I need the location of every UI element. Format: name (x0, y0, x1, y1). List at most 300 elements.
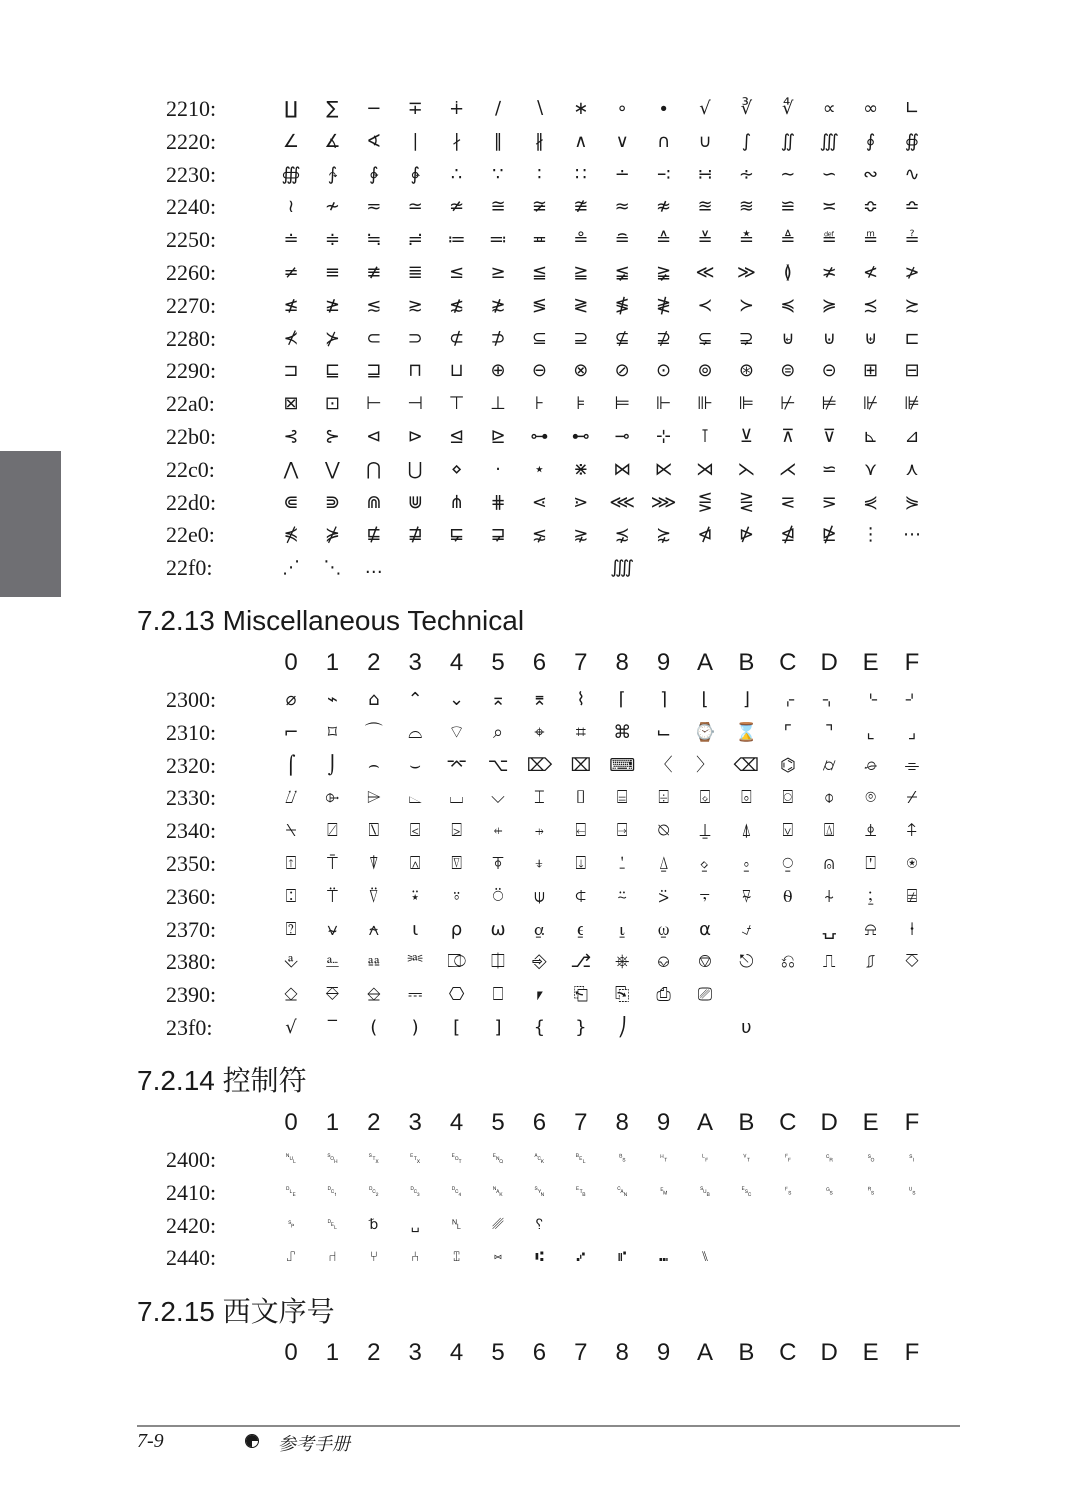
glyph-cell: ⌝ (824, 721, 834, 743)
glyph-cell: ⍋ (740, 820, 752, 842)
glyph-cell: ≈ (614, 196, 630, 218)
glyph-cell: ≮ (863, 262, 879, 283)
glyph-cell: ⌇ (576, 689, 586, 710)
glyph-cell: ⌼ (782, 787, 794, 809)
glyph-cell: ⊤ (448, 393, 465, 415)
glyph-cell: ⊏ (904, 327, 920, 349)
column-header: A (696, 1109, 713, 1136)
glyph-cell: ⍠ (285, 885, 297, 907)
glyph-cell: ⌳ (408, 787, 423, 809)
glyph-cell: ⎒ (366, 984, 381, 1006)
glyph-cell: ⊸ (614, 426, 630, 447)
glyph-cell: ∵ (492, 163, 504, 185)
glyph-cell: ∑ (326, 98, 339, 119)
glyph-cell: ≿ (904, 294, 920, 316)
glyph-cell: ⊎ (864, 327, 878, 349)
column-header: E (862, 649, 879, 676)
column-header: 7 (574, 649, 588, 676)
glyph-cell: ∽ (821, 163, 837, 185)
glyph-cell: ≊ (697, 196, 713, 218)
glyph-cell: ␠ (285, 1216, 297, 1233)
column-header: 5 (491, 1109, 505, 1136)
glyph-cell: ␑ (326, 1183, 338, 1200)
glyph-cell: ⍞ (865, 853, 876, 874)
glyph-cell: ⊋ (738, 327, 754, 349)
glyph-cell: ⍜ (782, 853, 794, 874)
glyph-cell: ⋉ (654, 458, 673, 480)
glyph-cell: ⊢ (365, 393, 382, 415)
glyph-cell: ⍆ (533, 820, 545, 842)
glyph-cell: ≝ (821, 229, 837, 251)
glyph-cell: ⋕ (490, 491, 506, 513)
glyph-cell: ⊌ (781, 327, 795, 349)
glyph-cell: ≄ (449, 196, 465, 218)
glyph-cell: ⊿ (904, 426, 920, 447)
glyph-cell: ∪ (698, 130, 712, 152)
glyph-cell: ⋚ (697, 491, 713, 513)
glyph-cell: ⍨ (616, 885, 628, 907)
glyph-cell: ≺ (697, 294, 713, 316)
glyph-cell: ⑁ (328, 1249, 337, 1266)
column-header: 7 (574, 1109, 588, 1136)
glyph-cell: ⊺ (700, 426, 710, 447)
glyph-cell: ⋎ (864, 458, 878, 480)
glyph-cell: ⊕ (490, 360, 506, 382)
glyph-cell: ⌰ (285, 787, 297, 809)
glyph-cell: ⍒ (368, 853, 380, 874)
glyph-cell: ≬ (783, 262, 792, 283)
glyph-cell: ⌑ (327, 721, 338, 743)
glyph-cell: ⍔ (451, 853, 462, 874)
glyph-cell: ⍉ (658, 820, 669, 842)
glyph-cell: ⍝ (823, 853, 835, 874)
glyph-cell: ⊗ (573, 360, 589, 382)
glyph-cell: ⊳ (407, 426, 423, 447)
glyph-cell: ∾ (863, 163, 879, 185)
glyph-cell: ∴ (450, 163, 463, 185)
glyph-cell: ≕ (489, 229, 507, 251)
glyph-cell: ⊦ (534, 393, 545, 415)
glyph-cell: ⍦ (533, 885, 545, 907)
glyph-cell: ∩ (657, 130, 671, 152)
glyph-cell: ␀ (285, 1151, 297, 1167)
glyph-cell: ≒ (366, 229, 382, 251)
glyph-cell: ⌟ (907, 721, 917, 743)
glyph-cell: 〉 (696, 754, 714, 776)
glyph-cell: ∨ (615, 130, 629, 152)
glyph-cell: ⍾ (864, 918, 877, 940)
glyph-cell: ≎ (863, 196, 879, 218)
glyph-cell: ⊵ (490, 426, 506, 447)
glyph-cell: ⌻ (740, 787, 752, 809)
column-header: 1 (325, 1339, 340, 1366)
glyph-cell: ≨ (614, 262, 630, 283)
column-header: B (738, 1109, 755, 1136)
glyph-cell: ⍪ (699, 885, 711, 907)
glyph-cell: ␄ (451, 1151, 463, 1167)
glyph-cell: ⎉ (656, 951, 671, 973)
glyph-cell: ␤ (450, 1216, 463, 1233)
glyph-cell: ⍮ (865, 885, 876, 907)
glyph-cell: ⎁ (325, 951, 340, 973)
glyph-cell: ⌯ (904, 754, 920, 776)
row-code-label: 2350: (166, 851, 217, 876)
row-code-label: 2410: (166, 1179, 217, 1205)
glyph-cell: ⌧ (570, 754, 592, 776)
glyph-cell: ⎌ (780, 951, 795, 973)
glyph-cell: ∱ (327, 163, 338, 185)
glyph-cell: ≟ (904, 229, 920, 251)
glyph-cell: ⌡ (327, 754, 338, 776)
glyph-cell: ∥ (493, 130, 503, 152)
glyph-cell: ⋛ (738, 491, 754, 513)
column-header: 0 (284, 649, 298, 676)
glyph-cell: ⍬ (782, 885, 794, 907)
glyph-cell: ⎀ (283, 951, 299, 973)
glyph-cell: ≰ (283, 294, 299, 316)
glyph-cell: ⎄ (447, 951, 467, 973)
glyph-cell: ⊱ (324, 426, 340, 447)
glyph-cell: ⋰ (282, 557, 300, 579)
glyph-cell: ␙ (657, 1183, 670, 1200)
glyph-cell: ⎑ (325, 984, 340, 1006)
row-code-label: 2250: (166, 227, 217, 253)
glyph-cell: ⋀ (283, 458, 299, 480)
glyph-cell: ⎋ (739, 951, 754, 973)
half-circle-icon (245, 1434, 259, 1448)
glyph-cell: − (366, 98, 382, 119)
glyph-cell: ⍣ (409, 885, 421, 907)
glyph-cell: ⑆ (535, 1249, 544, 1266)
glyph-cell: ⊇ (573, 327, 589, 349)
glyph-cell: ≭ (821, 262, 837, 283)
glyph-cell: ≻ (738, 294, 754, 316)
glyph-cell: ≳ (407, 294, 423, 316)
glyph-cell: ␋ (740, 1151, 752, 1167)
glyph-cell: ␎ (864, 1151, 877, 1167)
glyph-cell: ⋄ (450, 458, 463, 480)
glyph-cell: ≉ (656, 196, 672, 218)
glyph-cell: ⍁ (326, 820, 338, 842)
glyph-cell: ⋍ (821, 458, 837, 480)
glyph-cell: ≼ (780, 294, 796, 316)
glyph-cell: ⋗ (573, 491, 589, 513)
glyph-cell: ⎘ (614, 984, 630, 1006)
glyph-cell: ␁ (326, 1151, 338, 1167)
glyph-cell: ≆ (531, 196, 547, 218)
glyph-cell: ⑃ (410, 1249, 420, 1266)
glyph-cell: ⊖ (531, 360, 547, 382)
glyph-cell: ␕ (492, 1183, 504, 1200)
glyph-cell: ␓ (409, 1183, 421, 1200)
glyph-cell: ⌔ (448, 721, 466, 743)
glyph-cell: ⌗ (575, 721, 586, 743)
glyph-cell: ⌆ (531, 689, 547, 710)
glyph-cell: ⌴ (449, 787, 464, 809)
glyph-cell: ␍ (823, 1151, 835, 1167)
glyph-cell: ∶ (537, 163, 542, 185)
footer-page-number: 7-9 (137, 1430, 164, 1452)
glyph-cell: ⌛ (735, 721, 758, 743)
glyph-cell: ⌞ (866, 721, 875, 743)
glyph-cell: ≽ (821, 294, 837, 316)
glyph-cell: ∺ (697, 163, 713, 185)
column-header: 6 (532, 649, 547, 676)
glyph-cell: ⍎ (865, 820, 876, 842)
glyph-cell: ∓ (407, 98, 423, 119)
glyph-cell: ⋯ (903, 524, 921, 546)
glyph-cell: ≶ (531, 294, 547, 316)
glyph-cell: ⋜ (780, 491, 796, 513)
glyph-cell: ⍢ (368, 885, 380, 907)
glyph-cell: ≸ (614, 294, 630, 316)
glyph-cell: ⍭ (823, 885, 835, 907)
column-header: F (904, 1109, 920, 1136)
glyph-cell: ≲ (366, 294, 382, 316)
glyph-cell: ≵ (490, 294, 506, 316)
glyph-cell: ⑈ (617, 1249, 627, 1266)
column-header: 2 (367, 1339, 381, 1366)
glyph-cell: ∯ (904, 130, 920, 152)
column-header: 4 (449, 1109, 464, 1136)
glyph-cell: ⌚ (693, 721, 717, 743)
glyph-cell: ⎐ (283, 984, 299, 1006)
glyph-cell: ⋬ (780, 524, 796, 546)
glyph-cell: ⎃ (407, 951, 423, 973)
row-code-label: 2270: (166, 292, 217, 318)
glyph-cell: ≏ (904, 196, 920, 218)
glyph-cell: ∤ (452, 130, 462, 152)
glyph-cell: ⌮ (863, 754, 878, 776)
glyph-cell: ⊪ (697, 393, 713, 415)
glyph-cell: ∧ (574, 130, 588, 152)
glyph-cell: ␞ (864, 1183, 877, 1200)
row-code-label: 2300: (166, 687, 217, 712)
glyph-cell: ␖ (533, 1183, 545, 1200)
glyph-cell: ⌜ (783, 721, 793, 743)
glyph-cell: ≋ (738, 196, 754, 218)
glyph-cell: ≂ (366, 196, 382, 218)
glyph-cell: ⌫ (733, 754, 760, 776)
glyph-cell: ⋑ (324, 491, 340, 513)
glyph-cell: ⋞ (863, 491, 879, 513)
glyph-cell: ⌄ (449, 689, 465, 710)
row-code-label: 2370: (166, 916, 217, 942)
glyph-cell: ⋇ (573, 458, 589, 480)
glyph-cell: ⋝ (821, 491, 837, 513)
glyph-cell: ≃ (407, 196, 423, 218)
glyph-cell: ␐ (285, 1183, 297, 1200)
column-header: B (738, 649, 755, 676)
glyph-cell: ⋔ (449, 491, 465, 513)
glyph-cell: ≣ (407, 262, 423, 283)
glyph-cell: ≷ (573, 294, 589, 316)
glyph-cell: ⋮ (861, 524, 880, 546)
glyph-cell: ⊡ (324, 393, 340, 415)
glyph-cell: ⌢ (367, 754, 380, 776)
glyph-cell: ⋃ (407, 458, 423, 480)
glyph-cell: ⊚ (697, 360, 713, 382)
glyph-cell: ∦ (534, 130, 544, 152)
glyph-cell: ␌ (782, 1151, 794, 1167)
glyph-cell: ⊣ (407, 393, 424, 415)
glyph-cell: ␇ (575, 1151, 587, 1167)
row-code-label: 2360: (166, 883, 217, 909)
glyph-cell: ⍯ (906, 885, 918, 907)
row-code-label: 22f0: (166, 555, 213, 581)
glyph-cell: ⌐ (283, 721, 299, 743)
glyph-cell: ⋓ (407, 491, 423, 513)
column-header: 0 (284, 1339, 298, 1366)
glyph-cell: ⍤ (451, 885, 462, 907)
glyph-cell: ␗ (575, 1183, 587, 1200)
glyph-cell: ⊝ (821, 360, 837, 382)
glyph-cell: ⊻ (739, 426, 753, 447)
glyph-cell: ⌾ (865, 787, 876, 809)
glyph-cell: ⍿ (909, 918, 915, 940)
row-code-label: 22d0: (166, 489, 217, 515)
glyph-cell: ⌎ (863, 689, 878, 710)
glyph-cell: ≢ (366, 262, 382, 283)
glyph-cell: ⍻ (741, 918, 752, 940)
glyph-cell: ⌍ (821, 689, 837, 710)
glyph-cell: ⍚ (699, 853, 711, 874)
glyph-cell: ⌊ (701, 689, 709, 710)
glyph-cell: ≫ (736, 262, 756, 283)
glyph-cell: ⊍ (822, 327, 836, 349)
glyph-cell: ≍ (821, 196, 837, 218)
glyph-cell: ⊑ (324, 360, 340, 382)
glyph-cell: ⌿ (906, 787, 918, 809)
glyph-cell: ⋖ (531, 491, 547, 513)
glyph-cell: ∸ (614, 163, 630, 185)
glyph-cell: ∛ (740, 98, 753, 119)
column-header: 9 (656, 649, 671, 676)
column-header: E (862, 1339, 879, 1366)
glyph-cell: ⑅ (493, 1249, 503, 1266)
row-code-label: 2440: (166, 1245, 217, 1271)
glyph-cell: ⋠ (283, 524, 299, 546)
glyph-cell: ⋩ (656, 524, 672, 546)
glyph-cell: ␥ (492, 1216, 504, 1233)
glyph-cell: ⎆ (532, 951, 547, 973)
glyph-cell: ⊰ (283, 426, 299, 447)
column-header: 9 (656, 1109, 671, 1136)
glyph-cell: ⊽ (822, 426, 836, 447)
glyph-cell: ≓ (407, 229, 423, 251)
glyph-cell: ⌹ (658, 787, 669, 809)
glyph-cell: ⊈ (614, 327, 630, 349)
glyph-cell: ∡ (324, 130, 341, 152)
glyph-cell: ⊄ (449, 327, 465, 349)
glyph-cell: ⑊ (700, 1249, 710, 1266)
glyph-cell: ⌠ (286, 754, 296, 776)
glyph-cell: ⍰ (285, 918, 297, 940)
glyph-cell: ∮ (865, 130, 876, 152)
column-header: 3 (408, 649, 422, 676)
glyph-cell: ≘ (614, 229, 630, 251)
glyph-cell: ⌦ (526, 754, 553, 776)
glyph-cell: ⊠ (283, 393, 299, 415)
glyph-cell: ⎂ (366, 951, 381, 973)
glyph-cell: ≗ (573, 229, 589, 251)
glyph-cell: ≅ (490, 196, 506, 218)
glyph-cell: ≐ (283, 229, 299, 251)
glyph-cell: ⋏ (905, 458, 919, 480)
glyph-cell: ⋪ (697, 524, 713, 546)
column-header: 8 (615, 1339, 629, 1366)
column-header: D (820, 1109, 838, 1136)
glyph-cell: υ (741, 1017, 752, 1038)
glyph-cell: ⊥ (490, 393, 506, 415)
column-header: 0 (284, 1109, 298, 1136)
glyph-cell: ⍈ (616, 820, 628, 842)
row-code-label: 22a0: (166, 391, 215, 417)
glyph-cell: ␊ (699, 1151, 711, 1167)
glyph-cell: ∔ (449, 98, 465, 119)
glyph-cell: ⑉ (659, 1249, 668, 1266)
column-header: A (696, 649, 713, 676)
glyph-cell: } (575, 1017, 587, 1038)
glyph-cell: ␦ (533, 1216, 545, 1233)
glyph-cell: ⌉ (660, 689, 668, 710)
glyph-cell: ⋘ (609, 491, 635, 513)
column-header: 7 (574, 1339, 588, 1366)
column-header: 4 (449, 1339, 464, 1366)
glyph-cell: ⋒ (366, 491, 382, 513)
glyph-cell: ⎎ (866, 951, 876, 973)
glyph-cell: ⍕ (492, 853, 504, 874)
glyph-cell: ⌂ (368, 689, 380, 710)
glyph-cell: ⌈ (618, 689, 626, 710)
glyph-cell: ⌱ (325, 787, 340, 809)
glyph-cell: ⌽ (823, 787, 835, 809)
glyph-cell: ⊫ (738, 393, 755, 415)
glyph-cell: ∝ (822, 98, 836, 119)
glyph-cell: ∣ (410, 130, 420, 152)
glyph-cell: ⍊ (699, 820, 711, 842)
glyph-cell: ⌺ (699, 787, 711, 809)
glyph-cell: ≀ (287, 196, 295, 218)
glyph-cell: ␒ (368, 1183, 380, 1200)
glyph-cell: ⍹ (658, 918, 669, 940)
glyph-cell: { (533, 1017, 546, 1038)
glyph-cell: ⍏ (906, 820, 918, 842)
glyph-cell: ∘ (616, 98, 628, 119)
glyph-cell: ⍳ (412, 918, 419, 940)
glyph-cell: ⍐ (285, 853, 297, 874)
glyph-cell: ⊹ (656, 426, 672, 447)
glyph-cell: ␢ (369, 1216, 379, 1233)
glyph-cell: ␆ (533, 1151, 545, 1167)
glyph-cell: ⊁ (324, 327, 340, 349)
glyph-cell: ∫ (741, 130, 752, 152)
row-code-label: 2230: (166, 161, 217, 187)
glyph-cell: ⎗ (573, 984, 588, 1006)
glyph-cell: ≑ (324, 229, 340, 251)
glyph-cell: 〈 (654, 754, 673, 776)
glyph-cell: ␣ (410, 1216, 420, 1233)
glyph-cell: [ (453, 1017, 461, 1038)
glyph-cell: ⍸ (616, 918, 628, 940)
column-header: F (904, 1339, 920, 1366)
glyph-cell: ⋦ (531, 524, 547, 546)
glyph-cell: ≛ (738, 229, 754, 251)
glyph-cell: ⍀ (285, 820, 297, 842)
glyph-cell: ⍓ (409, 853, 421, 874)
glyph-cell: ≧ (573, 262, 589, 283)
section-title-misc-technical: 7.2.13 Miscellaneous Technical (137, 605, 525, 636)
